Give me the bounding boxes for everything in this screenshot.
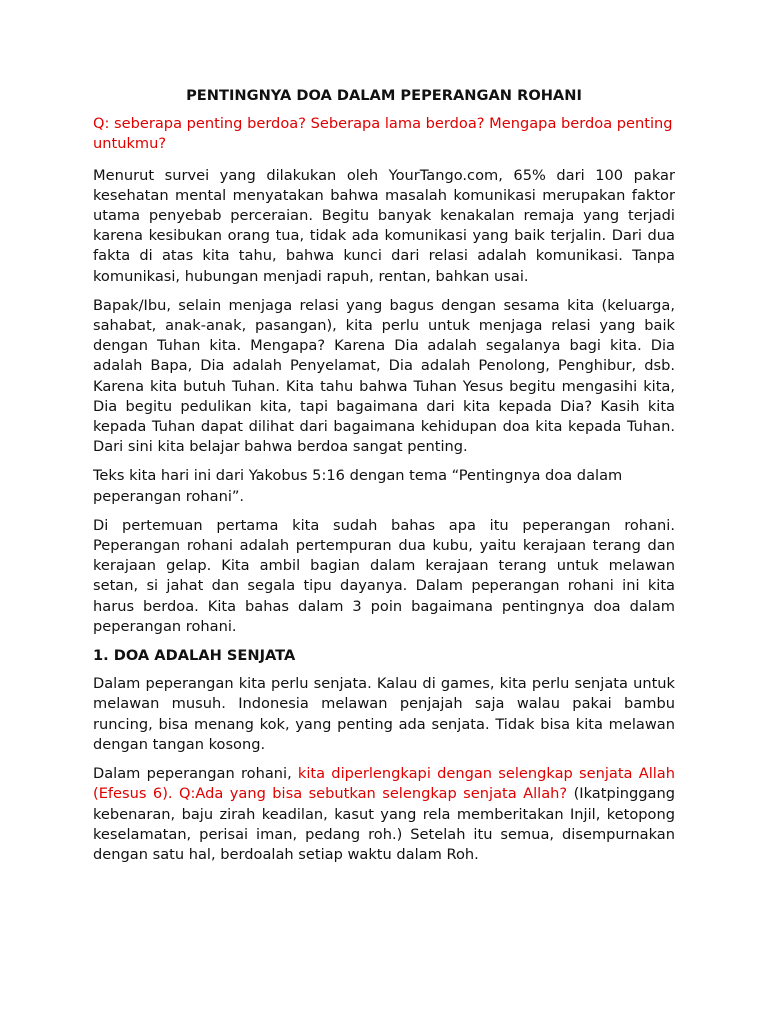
paragraph-spiritual-warfare: Di pertemuan pertama kita sudah bahas apa itu peperangan rohani. Peperangan rohani adalah pertempuran dua kubu, yaitu kerajaan terang dan kerajaan gelap. Kita ambil bagian dalam kerajaan terang untuk melawan setan, si jahat dan segala tipu dayanya. Dalam peperangan rohani ini kita harus berdoa. Kita bahas dalam 3 poin bagaimana pentingnya doa dalam peperangan rohani. — [93, 516, 675, 635]
document-title: PENTINGNYA DOA DALAM PEPERANGAN ROHANI — [186, 87, 582, 104]
paragraph-relationship: Bapak/Ibu, selain menjaga relasi yang bagus dengan sesama kita (keluarga, sahabat, anak-anak, pasangan), kita perlu untuk menjaga relasi yang baik dengan Tuhan kita. Mengapa? Karena Dia adalah segalanya bagi kita. Dia adalah Bapa, Dia adalah Penyelamat, Dia adalah Penolong, Penghibur, dsb. Karena kita butuh Tuhan. Kita tahu bahwa Tuhan Yesus begitu mengasihi kita, Dia begitu pedulikan kita, tapi bagaimana dari kita kepada Dia? Kasih kita kepada Tuhan dapat dilihat dari bagaimana kehidupan doa kita kepada Tuhan. Dari sini kita belajar bahwa berdoa sangat penting. — [93, 296, 675, 456]
document-page — [93, 86, 675, 873]
paragraph-survey: Menurut survei yang dilakukan oleh YourTango.com, 65% dari 100 pakar kesehatan mental menyatakan bahwa masalah komunikasi merupakan faktor utama penyebab perceraian. Begitu banyak kenakalan remaja yang terjadi karena kesibukan orang tua, tidak ada komunikasi yang baik terjalin. Dari dua fakta di atas kita tahu, bahwa kunci dari relasi adalah komunikasi. Tanpa komunikasi, hubungan menjadi rapuh, rentan, bahkan usai. — [93, 166, 675, 285]
armor-intro-text: Dalam peperangan rohani, — [93, 765, 298, 783]
paragraph-weapon: Dalam peperangan kita perlu senjata. Kalau di games, kita perlu senjata untuk melawan musuh. Indonesia melawan penjajah saja walau pakai bambu runcing, bisa menang kok, yang penting ada senjata. Tidak bisa kita melawan dengan tangan kosong. — [93, 675, 675, 753]
discussion-question: Q: seberapa penting berdoa? Seberapa lama berdoa? Mengapa berdoa penting untukmu? — [93, 115, 673, 153]
paragraph-text-theme: Teks kita hari ini dari Yakobus 5:16 dengan tema “Pentingnya doa dalam peperangan rohani”. — [93, 467, 623, 505]
armor-list-text: (Ikatpinggang kebenaran, baju zirah keadilan, kasut yang rela memberitakan Injil, ketopong keselamatan, perisai iman, pedang roh.) Setelah itu semua, disempurnakan dengan satu hal, berdoalah setiap waktu dalam Roh. — [93, 785, 675, 863]
armor-highlight-text: kita diperlengkapi dengan selengkap senjata Allah (Efesus 6). Q:Ada yang bisa sebutkan selengkap senjata Allah? — [93, 765, 675, 803]
section-heading-prayer-weapon: 1. DOA ADALAH SENJATA — [93, 647, 296, 665]
paragraph-armor-of-god — [93, 764, 675, 865]
